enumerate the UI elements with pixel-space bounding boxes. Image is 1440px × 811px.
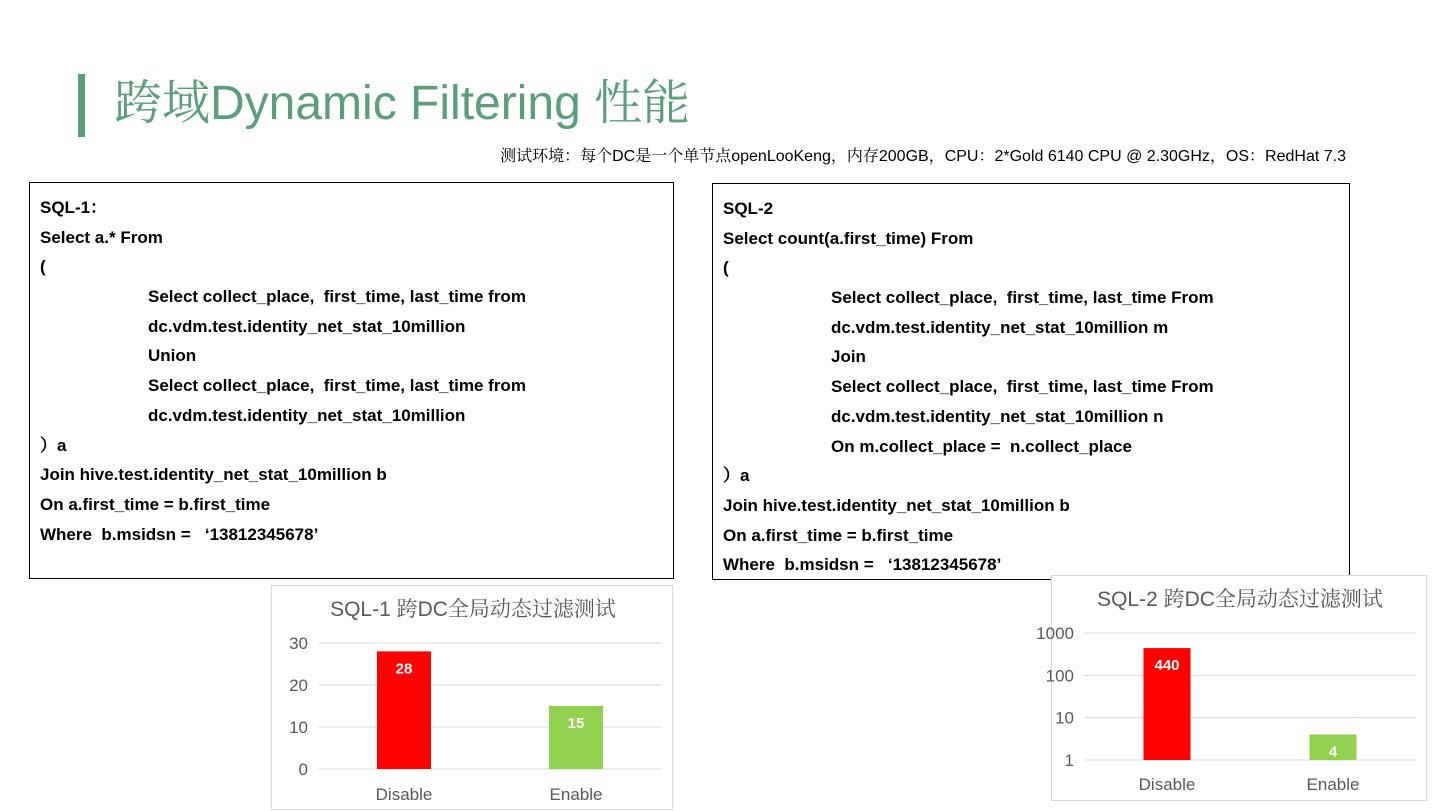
chart-title: SQL-2 跨DC全局动态过滤测试	[1097, 588, 1383, 611]
y-tick-label: 10	[289, 718, 308, 737]
sql-1-chart-svg	[272, 586, 674, 811]
page-title: 跨域Dynamic Filtering 性能	[114, 77, 691, 130]
sql1-line: dc.vdm.test.identity_net_stat_10million	[148, 405, 466, 425]
y-tick-label: 1	[1064, 751, 1074, 770]
sql2-line: ）a	[723, 466, 750, 486]
sql2-line: On m.collect_place = n.collect_place	[831, 436, 1132, 456]
sql-2-code-box	[712, 183, 1350, 580]
sql-2-chart	[1036, 575, 1427, 801]
y-tick-label: 10	[1055, 708, 1074, 728]
sql2-line: dc.vdm.test.identity_net_stat_10million n	[831, 406, 1164, 426]
y-tick-label: 20	[289, 676, 308, 695]
sql1-line: Union	[148, 346, 197, 366]
data-label: 15	[567, 715, 585, 732]
sql2-line: Join hive.test.identity_net_stat_10million b	[723, 495, 1070, 515]
y-tick-label: 0	[298, 760, 308, 779]
sql2-line: dc.vdm.test.identity_net_stat_10million m	[831, 317, 1169, 337]
sql-1-code-box	[29, 182, 674, 579]
sql1-line: dc.vdm.test.identity_net_stat_10million	[148, 316, 466, 336]
sql2-line: Select count(a.first_time) From	[723, 228, 974, 248]
y-tick-label: 1000	[1036, 624, 1074, 643]
sql1-line: Join hive.test.identity_net_stat_10million b	[40, 465, 387, 485]
chart-title: SQL-1 跨DC全局动态过滤测试	[330, 598, 616, 621]
sql1-line: Select collect_place, first_time, last_time from	[148, 376, 526, 396]
sql1-line: On a.first_time = b.first_time	[40, 494, 271, 514]
sql1-line: SQL-1：	[40, 198, 108, 217]
category-label: Disable	[375, 785, 433, 804]
test-environment-note: 测试环境：每个DC是一个单节点openLooKeng，内存200GB，CPU：2*Gold 6140 CPU @ 2.30GHz，OS：RedHat 7.3	[500, 148, 1346, 165]
category-label: Disable	[1138, 775, 1196, 794]
sql2-line: SQL-2	[723, 199, 774, 218]
data-label: 440	[1154, 657, 1180, 675]
sql2-line: (	[723, 258, 729, 278]
title-accent-bar	[78, 74, 85, 137]
sql-1-chart	[271, 585, 673, 810]
data-label: 4	[1328, 743, 1338, 761]
y-tick-label: 100	[1045, 666, 1074, 686]
sql2-line: Select collect_place, first_time, last_time From	[831, 288, 1214, 308]
sql2-line: On a.first_time = b.first_time	[723, 525, 954, 545]
sql2-line: Join	[831, 347, 866, 367]
y-tick-label: 30	[289, 634, 308, 653]
sql1-line: Where b.msidsn = ‘13812345678’	[40, 524, 319, 544]
sql1-line: Select a.* From	[40, 227, 163, 247]
sql2-line: Select collect_place, first_time, last_time From	[831, 377, 1214, 397]
sql1-line: Select collect_place, first_time, last_time from	[148, 287, 526, 307]
sql1-line: ）a	[40, 435, 67, 455]
sql2-line: Where b.msidsn = ‘13812345678’	[723, 555, 1002, 575]
data-label: 28	[395, 660, 413, 678]
category-label: Enable	[1306, 775, 1360, 794]
sql1-line: (	[40, 257, 46, 277]
category-label: Enable	[549, 785, 603, 804]
sql-2-chart-svg	[1036, 576, 1428, 802]
